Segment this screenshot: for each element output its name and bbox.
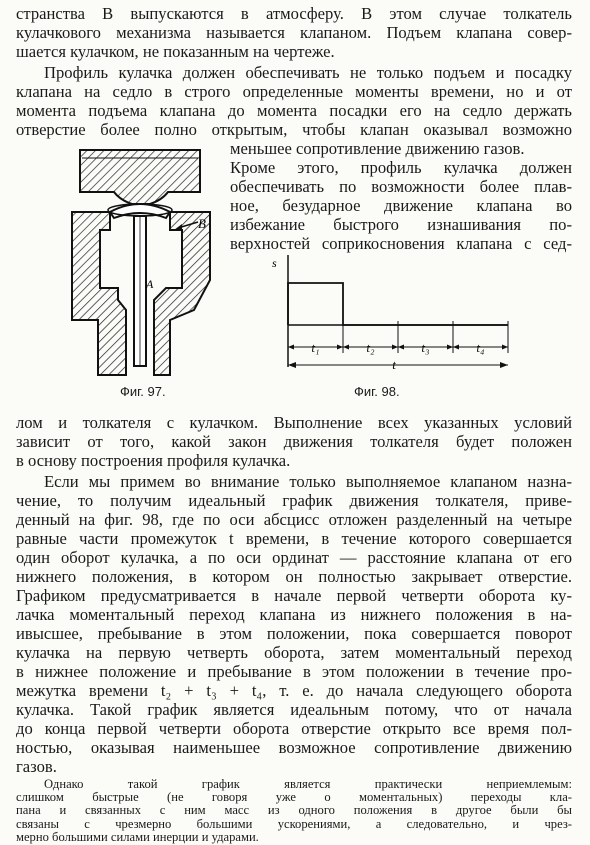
fig98-arrowhead bbox=[398, 345, 404, 350]
text-line: Однако такой график является практически неприемлемым: bbox=[44, 778, 572, 791]
text-line: слишком быстрые (не говоря уже о моментальных) переходы кла- bbox=[16, 791, 572, 805]
fig98-arrowhead bbox=[453, 345, 459, 350]
text-line: в нижнее положение и пребывание в этом положении в течение про- bbox=[16, 662, 572, 681]
fig98-interval-label: t₃ bbox=[421, 340, 430, 355]
fig97-drawing bbox=[70, 150, 220, 375]
text-line: межутка времени t₂ + t₃ + t₄, т. е. до начала следующего оборота bbox=[16, 681, 572, 700]
text-line: ивысшее, пребывание в этом положении, пока совершается поворот bbox=[16, 624, 572, 643]
text-line: кулачка. Такой график является идеальным потому, что от начала bbox=[16, 700, 572, 719]
fig98-arrowhead bbox=[447, 345, 453, 350]
text-line: денный на фиг. 98, где по оси абсцисс отложен разделенный на четыре bbox=[16, 510, 572, 529]
fig98-arrowhead bbox=[392, 345, 398, 350]
text-line: лом и толкателя с кулачком. Выполнение всех указанных условий bbox=[16, 413, 572, 432]
text-line: ностью, оказывая наименьшее возможное сопротивление движению bbox=[16, 738, 572, 757]
text-line: Графиком предусматривается в начале первой четверти оборота ку- bbox=[16, 586, 572, 605]
text-line: пана и связанных с ним масс из одного положения в другое были бы bbox=[16, 804, 572, 818]
text-line: лачка моментальный переход клапана из нижнего положения в на- bbox=[16, 605, 572, 624]
fig98-axis-s: s bbox=[272, 256, 277, 270]
text-line: кулачка на первую четверть оборота, затем моментальный переход bbox=[16, 643, 572, 662]
fig98-interval-label: t₄ bbox=[476, 340, 485, 355]
text-line: меньшее сопротивление движению газов. bbox=[230, 139, 525, 158]
text-line: кулачкового механизма называется клапаном. Подъем клапана совер- bbox=[16, 23, 572, 42]
fig98-interval-label: t₂ bbox=[366, 340, 375, 355]
fig98-interval-label: t₁ bbox=[311, 340, 320, 355]
text-line: избежание быстрого изнашивания по- bbox=[230, 215, 572, 234]
text-line: момента подъема клапана до момента посадки его на седло держать bbox=[16, 101, 572, 120]
text-line: странства B выпускаются в атмосферу. В этом случае толкатель bbox=[16, 4, 572, 23]
text-line: верхностей соприкосновения клапана с сед- bbox=[230, 234, 572, 253]
text-line: равные части промежуток t времени, в течение которого совершается bbox=[16, 529, 572, 548]
fig98-arrowhead bbox=[337, 345, 343, 350]
fig97-label-a: A bbox=[146, 277, 154, 291]
text-line: отверстие более полно открытым, чтобы клапан оказывал возможно bbox=[16, 120, 572, 139]
fig98-arrowhead bbox=[343, 345, 349, 350]
text-line: шается кулачком, не показанным на чертеже. bbox=[16, 42, 335, 61]
text-line: нижнего положения, в котором он полностью закрывает отверстие. bbox=[16, 567, 572, 586]
text-line: один оборот кулачка, а по оси ординат — расстояние клапана от его bbox=[16, 548, 572, 567]
fig98-caption: Фиг. 98. bbox=[354, 384, 400, 399]
text-line: Профиль кулачка должен обеспечивать не только подъем и посадку bbox=[44, 63, 572, 82]
fig98-series-line bbox=[288, 283, 508, 325]
fig97-caption: Фиг. 97. bbox=[120, 384, 166, 399]
fig98-total-label: t bbox=[392, 357, 396, 372]
text-line: Кроме этого, профиль кулачка должен bbox=[230, 158, 572, 177]
text-line: клапана на седло в строго определенные моменты времени, но и от bbox=[16, 82, 572, 101]
fig98-chart bbox=[272, 255, 512, 380]
text-line: зависит от того, какой закон движения толкателя будет положен bbox=[16, 432, 572, 451]
fig98-arrowhead bbox=[288, 345, 294, 350]
text-line: обеспечивать по возможности более плав- bbox=[230, 177, 572, 196]
fig97-label-b: B bbox=[198, 216, 206, 231]
text-line: газов. bbox=[16, 757, 57, 776]
fig98-arrowhead bbox=[502, 345, 508, 350]
text-line: мерно большими силами инерции и ударами. bbox=[16, 830, 259, 844]
text-line: Если мы примем во внимание только выполняемое клапаном назна- bbox=[44, 472, 572, 491]
text-line: в основу построения профиля кулачка. bbox=[16, 451, 291, 470]
text-line: ное, безударное движение клапана во bbox=[230, 196, 572, 215]
text-line: до конца первой четверти оборота отверстие открыто все время пол- bbox=[16, 719, 572, 738]
text-line: чение, то получим идеальный график движения толкателя, приве- bbox=[16, 491, 572, 510]
text-line: связаны с чрезмерно большими ускорениями, а следовательно, и чрез- bbox=[16, 817, 572, 831]
